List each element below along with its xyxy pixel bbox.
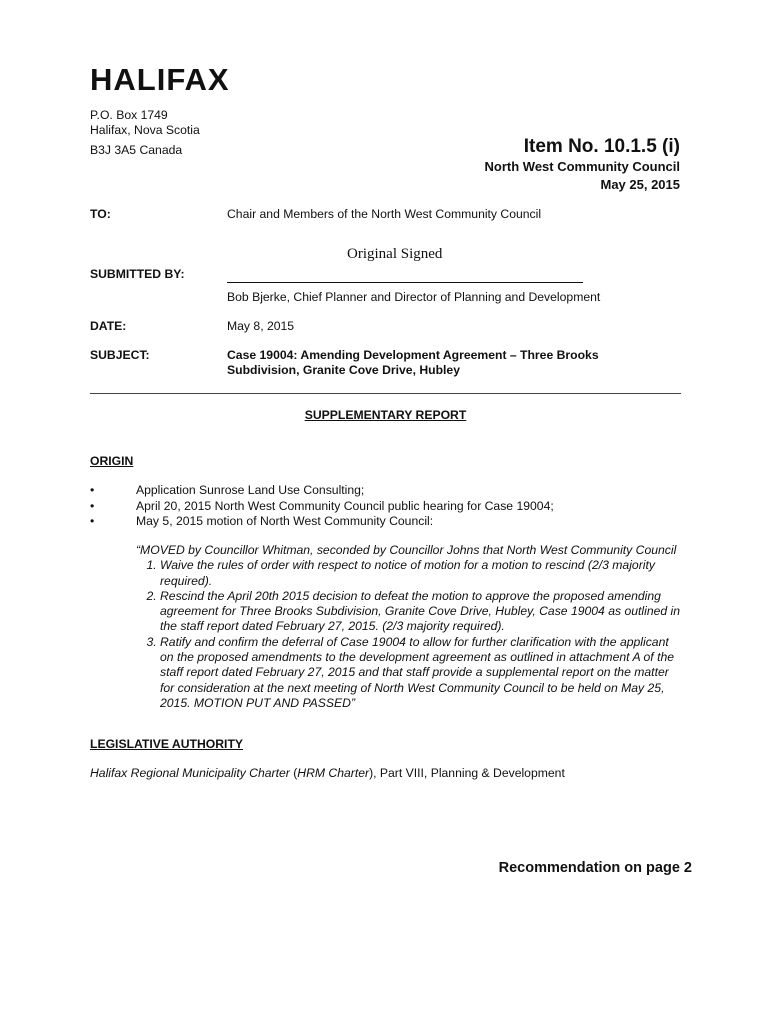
to-value: Chair and Members of the North West Community Council xyxy=(227,207,542,221)
mailing-address xyxy=(90,108,200,158)
bullet-icon: • xyxy=(90,498,95,513)
list-item xyxy=(90,499,554,515)
motion-item: 1. Waive the rules of order with respect to notice of motion for a motion to rescind (2/3 majority required). xyxy=(160,558,681,589)
list-item xyxy=(90,483,554,499)
signature-line xyxy=(227,282,583,283)
subject-line-2: Subdivision, Granite Cove Drive, Hubley xyxy=(227,363,460,377)
motion-item: 2. Rescind the April 20th 2015 decision to defeat the motion to approve the proposed amending agreement for Three Brooks Subdivision, Granite Cove Drive, Hubley, Case 19004 as outlined in the staff report dated February 27, 2015. (2/3 majority required). xyxy=(160,589,681,635)
subject-label: SUBJECT: xyxy=(90,348,150,362)
meeting-date: May 25, 2015 xyxy=(600,177,680,192)
address-line-1: P.O. Box 1749 xyxy=(90,108,168,122)
date-value: May 8, 2015 xyxy=(227,319,295,333)
address-line-2: Halifax, Nova Scotia xyxy=(90,123,200,137)
origin-list xyxy=(90,483,554,530)
submitted-by-value: Bob Bjerke, Chief Planner and Director of Planning and Development xyxy=(227,290,601,304)
charter-name: Halifax Regional Municipality Charter xyxy=(90,766,290,780)
origin-bullet-text: May 5, 2015 motion of North West Community Council: xyxy=(136,514,434,528)
legislative-heading: LEGISLATIVE AUTHORITY xyxy=(90,737,244,751)
item-number: Item No. 10.1.5 (i) xyxy=(523,136,680,157)
motion-item: 3. Ratify and confirm the deferral of Case 19004 to allow for further clarification with the applicant on the proposed amendments to the development agreement as outlined in attachment A of the staff report dated February 27, 2015 and that staff provide a supplemental report on the matter for consideration at the next meeting of North West Community Council to be held on May 25, 2015. MOTION PUT AND PASSED” xyxy=(160,635,681,711)
bullet-icon: • xyxy=(90,483,95,497)
submitted-by-label: SUBMITTED BY: xyxy=(90,267,185,281)
charter-short-name: HRM Charter xyxy=(297,766,370,780)
subject-line-1: Case 19004: Amending Development Agreement – Three Brooks xyxy=(227,348,599,362)
address-line-3: B3J 3A5 Canada xyxy=(90,143,183,157)
signature-text: Original Signed xyxy=(347,246,443,262)
recommendation-note: Recommendation on page 2 xyxy=(498,860,692,876)
origin-bullet-text: Application Sunrose Land Use Consulting; xyxy=(136,483,365,497)
council-name: North West Community Council xyxy=(484,159,680,174)
bullet-icon: • xyxy=(90,514,95,528)
legislative-text: Halifax Regional Municipality Charter (HRM Charter), Part VIII, Planning & Development xyxy=(90,766,565,780)
to-label: TO: xyxy=(90,207,111,221)
origin-heading: ORIGIN xyxy=(90,454,134,468)
motion-list xyxy=(136,558,681,711)
report-title: SUPPLEMENTARY REPORT xyxy=(304,408,467,422)
logo-text: HALIFAX xyxy=(90,64,230,94)
motion-quote xyxy=(136,543,681,711)
date-label: DATE: xyxy=(90,319,127,333)
header-divider xyxy=(90,393,681,394)
halifax-logo xyxy=(90,64,240,94)
list-item xyxy=(90,514,554,530)
origin-bullet-text: April 20, 2015 North West Community Council public hearing for Case 19004; xyxy=(136,498,554,513)
quote-intro: “MOVED by Councillor Whitman, seconded by Councillor Johns that North West Community Council xyxy=(136,543,677,557)
